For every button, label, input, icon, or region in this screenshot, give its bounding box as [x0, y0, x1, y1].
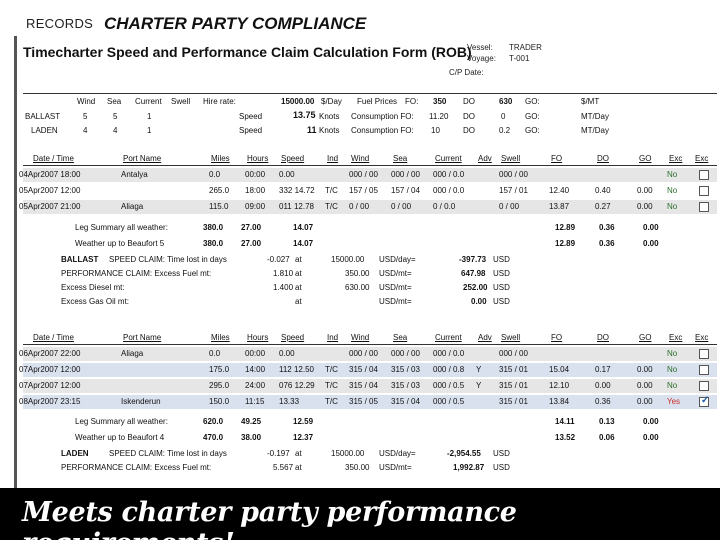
cell-sea: 0 / 00 — [391, 202, 412, 211]
param-wind: 5 — [83, 112, 88, 121]
param-speed-unit: Knots — [319, 126, 340, 135]
cell-adv: Y — [476, 365, 482, 374]
cell-port: Aliaga — [121, 349, 144, 358]
cell-hours: 00:00 — [245, 349, 266, 358]
cell-miles: 115.0 — [209, 202, 229, 211]
cell-date: 06Apr2007 22:00 — [19, 349, 81, 358]
summary-hours: 27.00 — [241, 239, 262, 248]
cell-date: 04Apr2007 18:00 — [19, 170, 81, 179]
param-do: 0 — [501, 112, 506, 121]
form-title: Timecharter Speed and Performance Claim Calculation Form (ROB) — [23, 44, 472, 60]
column-header: Speed — [281, 154, 305, 163]
column-header: Adv — [478, 333, 492, 342]
param-speed-label: Speed — [239, 126, 263, 135]
column-header: Miles — [211, 333, 230, 342]
cell-go: 0.00 — [637, 365, 653, 374]
cell-date: 08Apr2007 23:15 — [19, 397, 81, 406]
cell-adv: Y — [476, 381, 482, 390]
column-header: Hours — [247, 154, 269, 163]
summary-do: 0.06 — [599, 433, 615, 442]
claim-qty: 1.400 — [273, 283, 294, 292]
claim-at: at — [295, 449, 302, 458]
param-go-unit: MT/Day — [581, 112, 609, 121]
claim-price: 350.00 — [345, 463, 370, 472]
param-price-unit: $/MT — [581, 97, 600, 106]
param-sea: 4 — [113, 126, 118, 135]
claim-price: 350.00 — [345, 269, 370, 278]
column-header: Miles — [211, 154, 230, 163]
column-header: Port Name — [123, 154, 162, 163]
param-current: 1 — [147, 126, 152, 135]
cell-hours: 14:00 — [245, 365, 266, 374]
column-header: Adv — [478, 154, 492, 163]
summary-fo: 12.89 — [555, 223, 576, 232]
column-header: Current — [435, 333, 462, 342]
cell-exc: No — [667, 349, 678, 358]
cell-do: 0.40 — [595, 186, 611, 195]
claim-currency: USD — [493, 449, 510, 458]
summary-speed: 14.07 — [293, 239, 314, 248]
cell-miles: 265.0 — [209, 186, 230, 195]
summary-hours: 49.25 — [241, 417, 262, 426]
param-hd-swell: Swell — [171, 97, 191, 106]
banner-text: Meets charter party performance requirements! — [22, 497, 517, 559]
cell-swell: 0 / 00 — [499, 202, 520, 211]
cell-wind: 000 / 00 — [349, 170, 378, 179]
summary-hours: 27.00 — [241, 223, 262, 232]
param-current: 1 — [147, 112, 152, 121]
claim-currency: USD — [493, 269, 510, 278]
cell-hours: 24:00 — [245, 381, 266, 390]
records-label: RECORDS — [26, 16, 94, 31]
claim-result: 1,992.87 — [453, 463, 485, 472]
column-header: Current — [435, 154, 462, 163]
cell-current: 000 / 0.0 — [433, 349, 465, 358]
column-header: Swell — [501, 154, 521, 163]
cell-current: 000 / 0.8 — [433, 365, 465, 374]
param-speed-unit: Knots — [319, 112, 340, 121]
cell-do: 0.17 — [595, 365, 611, 374]
claim-currency: USD — [493, 463, 510, 472]
claim-label: Excess Gas Oil mt: — [61, 297, 130, 306]
cell-exc: No — [667, 365, 678, 374]
cell-speed: 011 12.78 — [279, 202, 314, 211]
vessel-value: TRADER — [509, 43, 542, 52]
summary-label: Leg Summary all weather: — [75, 223, 168, 232]
cell-sea: 000 / 00 — [391, 170, 420, 179]
cell-wind: 0 / 00 — [349, 202, 370, 211]
param-hire-rate: 15000.00 — [281, 97, 315, 106]
cell-go: 0.00 — [637, 397, 653, 406]
cell-hours: 09:00 — [245, 202, 266, 211]
summary-do: 0.36 — [599, 239, 615, 248]
summary-miles: 620.0 — [203, 417, 224, 426]
param-do-label: DO — [463, 97, 475, 106]
cell-current: 000 / 0.0 — [433, 170, 465, 179]
param-hire-unit: $/Day — [321, 97, 342, 106]
column-header: Speed — [281, 333, 305, 342]
cell-wind: 157 / 05 — [349, 186, 378, 195]
param-do-price: 630 — [499, 97, 513, 106]
summary-do: 0.36 — [599, 223, 615, 232]
cell-speed: 13.33 — [279, 397, 300, 406]
exclude-checkbox[interactable] — [699, 170, 709, 180]
cell-wind: 315 / 04 — [349, 365, 378, 374]
cell-sea: 315 / 03 — [391, 365, 420, 374]
cell-wind: 315 / 05 — [349, 397, 378, 406]
summary-fo: 13.52 — [555, 433, 576, 442]
summary-go: 0.00 — [643, 433, 659, 442]
cell-fo: 13.87 — [549, 202, 570, 211]
column-header: Sea — [393, 154, 408, 163]
column-header: Wind — [351, 333, 370, 342]
cell-do: 0.00 — [595, 381, 611, 390]
column-header: Ind — [327, 154, 339, 163]
column-header: Exc — [669, 154, 683, 163]
claim-currency: USD — [493, 283, 510, 292]
cell-date: 05Apr2007 21:00 — [19, 202, 81, 211]
summary-go: 0.00 — [643, 223, 659, 232]
cell-fo: 12.10 — [549, 381, 570, 390]
cell-current: 0 / 0.0 — [433, 202, 456, 211]
cell-fo: 15.04 — [549, 365, 570, 374]
slide-header — [0, 0, 720, 36]
claim-result: 252.00 — [463, 283, 488, 292]
cell-current: 000 / 0.5 — [433, 381, 465, 390]
voyage-value: T-001 — [509, 54, 530, 63]
column-header: DO — [597, 333, 609, 342]
cell-swell: 315 / 01 — [499, 381, 528, 390]
claim-per: USD/day= — [379, 449, 416, 458]
column-header: Date / Time — [33, 333, 74, 342]
summary-fo: 12.89 — [555, 239, 576, 248]
column-header: GO — [639, 154, 652, 163]
param-speed-label: Speed — [239, 112, 263, 121]
param-fo-price: 350 — [433, 97, 447, 106]
claim-per: USD/mt= — [379, 283, 412, 292]
claim-result: 647.98 — [461, 269, 486, 278]
claim-label: Excess Diesel mt: — [61, 283, 125, 292]
param-go-label: GO: — [525, 112, 540, 121]
column-header: FO — [551, 154, 563, 163]
param-speed-value: 11 — [307, 125, 317, 135]
exclude-checkbox[interactable] — [699, 186, 709, 196]
exclude-checkbox[interactable] — [699, 365, 709, 375]
column-header: Wind — [351, 154, 370, 163]
cell-exc: No — [667, 381, 678, 390]
claim-label: SPEED CLAIM: Time lost in days — [109, 449, 227, 458]
cell-speed: 076 12.29 — [279, 381, 315, 390]
column-header: Sea — [393, 333, 408, 342]
claim-label: PERFORMANCE CLAIM: Excess Fuel mt: — [61, 463, 212, 472]
summary-speed: 12.59 — [293, 417, 314, 426]
divider — [23, 93, 717, 94]
cell-miles: 175.0 — [209, 365, 230, 374]
summary-miles: 380.0 — [203, 239, 224, 248]
cell-hours: 18:00 — [245, 186, 266, 195]
cell-fo: 12.40 — [549, 186, 570, 195]
cell-miles: 0.0 — [209, 170, 221, 179]
cell-ind: T/C — [325, 202, 338, 211]
claim-value: -0.027 — [267, 255, 290, 264]
cell-swell: 000 / 00 — [499, 170, 528, 179]
claim-result: 0.00 — [471, 297, 487, 306]
param-go-label: GO: — [525, 126, 540, 135]
claim-rate: 15000.00 — [331, 449, 365, 458]
cell-exc: Yes — [667, 397, 681, 406]
summary-miles: 470.0 — [203, 433, 224, 442]
cell-exc: No — [667, 202, 678, 211]
param-hd-wind: Wind — [77, 97, 96, 106]
cell-exc: No — [667, 186, 678, 195]
cell-swell: 000 / 00 — [499, 349, 528, 358]
param-cond: LADEN — [31, 126, 58, 135]
divider — [23, 165, 717, 166]
param-cons-label: Consumption FO: — [351, 112, 414, 121]
exclude-checkbox[interactable] — [699, 202, 709, 212]
cell-hours: 11:15 — [245, 397, 265, 406]
summary-label: Weather up to Beaufort 5 — [75, 239, 165, 248]
cell-ind: T/C — [325, 381, 338, 390]
claim-label: PERFORMANCE CLAIM: Excess Fuel mt: — [61, 269, 212, 278]
column-header: Date / Time — [33, 154, 74, 163]
cell-go: 0.00 — [637, 202, 653, 211]
column-header: Exc — [695, 333, 709, 342]
param-do: 0.2 — [499, 126, 511, 135]
cell-hours: 00:00 — [245, 170, 266, 179]
param-fuel-prices: Fuel Prices — [357, 97, 398, 106]
cell-port: Antalya — [121, 170, 148, 179]
summary-speed: 14.07 — [293, 223, 314, 232]
param-do-label: DO — [463, 112, 475, 121]
claim-result: -397.73 — [459, 255, 487, 264]
claim-currency: USD — [493, 255, 510, 264]
cp-date-label: C/P Date: — [449, 68, 484, 77]
column-header: Hours — [247, 333, 269, 342]
column-header: FO — [551, 333, 563, 342]
claim-at: at — [295, 297, 302, 306]
claim-form — [14, 36, 720, 488]
summary-label: Weather up to Beaufort 4 — [75, 433, 165, 442]
vessel-info — [467, 42, 542, 64]
param-sea: 5 — [113, 112, 118, 121]
claim-at: at — [295, 283, 302, 292]
voyage-label: Voyage: — [467, 54, 496, 63]
exclude-checkbox[interactable] — [699, 349, 709, 359]
cell-speed: 112 12.50 — [279, 365, 314, 374]
cell-ind: T/C — [325, 397, 338, 406]
cell-speed: 332 14.72 — [279, 186, 315, 195]
cell-miles: 0.0 — [209, 349, 221, 358]
cell-do: 0.36 — [595, 397, 611, 406]
param-hd-current: Current — [135, 97, 162, 106]
cell-wind: 315 / 04 — [349, 381, 378, 390]
claim-label: SPEED CLAIM: Time lost in days — [109, 255, 227, 264]
param-hd-hire: Hire rate: — [203, 97, 236, 106]
claim-at: at — [295, 255, 302, 264]
param-wind: 4 — [83, 126, 88, 135]
column-header: Exc — [695, 154, 709, 163]
cell-swell: 315 / 01 — [499, 365, 528, 374]
param-speed-value: 13.75 — [293, 110, 316, 120]
claim-rate: 15000.00 — [331, 255, 365, 264]
cell-speed: 0.00 — [279, 170, 295, 179]
column-header: GO — [639, 333, 652, 342]
column-header: DO — [597, 154, 609, 163]
summary-do: 0.13 — [599, 417, 615, 426]
claim-at: at — [295, 269, 302, 278]
claim-price: 630.00 — [345, 283, 370, 292]
claim-value: -0.197 — [267, 449, 290, 458]
param-fo: 10 — [431, 126, 440, 135]
cell-swell: 315 / 01 — [499, 397, 528, 406]
claim-title: LADEN — [61, 449, 89, 458]
cell-current: 000 / 0.5 — [433, 397, 465, 406]
column-header: Ind — [327, 333, 339, 342]
claim-qty: 5.567 — [273, 463, 294, 472]
param-fo-label: FO: — [405, 97, 419, 106]
summary-label: Leg Summary all weather: — [75, 417, 168, 426]
cell-sea: 157 / 04 — [391, 186, 420, 195]
exclude-checkbox[interactable] — [699, 381, 709, 391]
vessel-label: Vessel: — [467, 43, 493, 52]
param-cond: BALLAST — [25, 112, 61, 121]
claim-per: USD/mt= — [379, 463, 412, 472]
summary-fo: 14.11 — [555, 417, 575, 426]
cell-sea: 000 / 00 — [391, 349, 420, 358]
cell-ind: T/C — [325, 186, 338, 195]
cell-fo: 13.84 — [549, 397, 570, 406]
param-hd-sea: Sea — [107, 97, 122, 106]
param-fo: 11.20 — [429, 112, 449, 121]
claim-currency: USD — [493, 297, 510, 306]
summary-go: 0.00 — [643, 417, 659, 426]
cell-port: Aliaga — [121, 202, 144, 211]
cell-current: 000 / 0.0 — [433, 186, 465, 195]
cell-go: 0.00 — [637, 381, 653, 390]
cell-sea: 315 / 04 — [391, 397, 420, 406]
cell-do: 0.27 — [595, 202, 611, 211]
summary-speed: 12.37 — [293, 433, 314, 442]
cell-go: 0.00 — [637, 186, 653, 195]
summary-hours: 38.00 — [241, 433, 262, 442]
param-go-unit: MT/Day — [581, 126, 609, 135]
cell-swell: 157 / 01 — [499, 186, 528, 195]
param-go-label: GO: — [525, 97, 540, 106]
cell-wind: 000 / 00 — [349, 349, 378, 358]
column-header: Port Name — [123, 333, 162, 342]
cell-date: 07Apr2007 12:00 — [19, 365, 81, 374]
cell-ind: T/C — [325, 365, 338, 374]
page-title: CHARTER PARTY COMPLIANCE — [104, 14, 367, 33]
cell-sea: 315 / 03 — [391, 381, 420, 390]
param-cons-label: Consumption FO: — [351, 126, 414, 135]
claim-qty: 1.810 — [273, 269, 294, 278]
param-do-label: DO — [463, 126, 475, 135]
cell-miles: 150.0 — [209, 397, 230, 406]
column-header: Swell — [501, 333, 521, 342]
claim-per: USD/day= — [379, 255, 416, 264]
claim-per: USD/mt= — [379, 297, 412, 306]
claim-per: USD/mt= — [379, 269, 412, 278]
divider — [23, 344, 717, 345]
cell-date: 05Apr2007 12:00 — [19, 186, 81, 195]
summary-go: 0.00 — [643, 239, 659, 248]
claim-title: BALLAST — [61, 255, 99, 264]
claim-at: at — [295, 463, 302, 472]
cell-date: 07Apr2007 12:00 — [19, 381, 81, 390]
exclude-checkbox[interactable] — [699, 397, 709, 407]
cell-speed: 0.00 — [279, 349, 295, 358]
cell-port: Iskenderun — [121, 397, 161, 406]
cell-exc: No — [667, 170, 678, 179]
column-header: Exc — [669, 333, 683, 342]
summary-miles: 380.0 — [203, 223, 224, 232]
cell-miles: 295.0 — [209, 381, 230, 390]
claim-result: -2,954.55 — [447, 449, 481, 458]
